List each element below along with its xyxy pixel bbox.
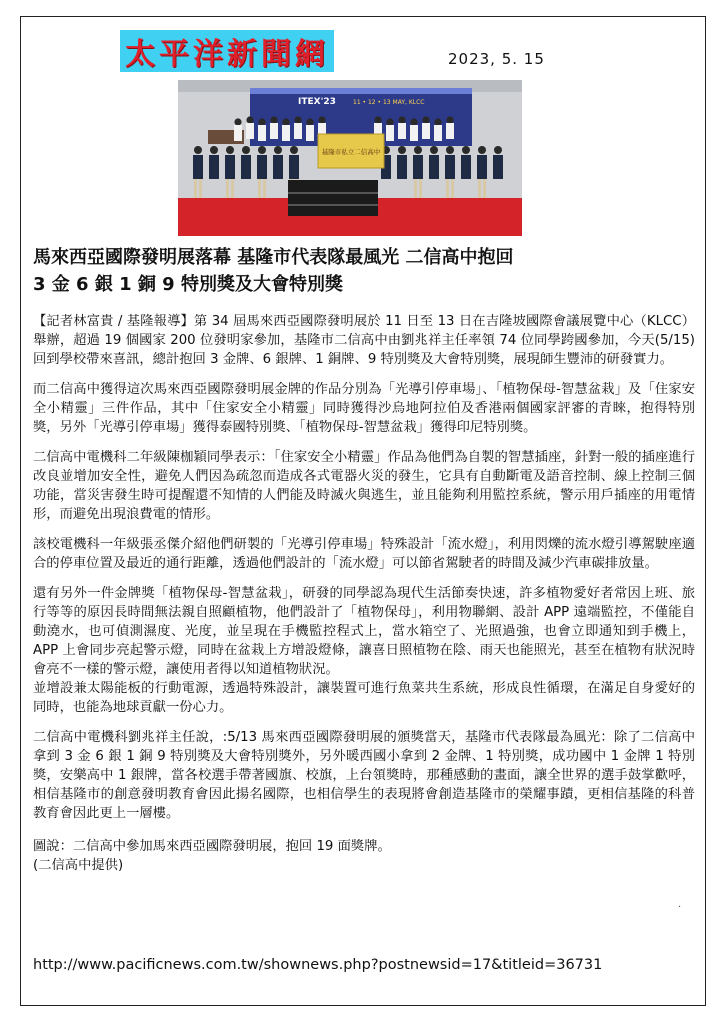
masthead-title: 太平洋新聞網	[125, 37, 329, 72]
paragraph-3: 二信高中電機科二年級陳枷穎同學表示：「住家安全小精靈」作品為他們為自製的智慧插座，針對一般的插座進行改良並增加安全性，避免人們因為疏忽而造成各式電器火災的發生，它具有自動斷電及語音控制、線上控制三個功能，當災害發生時可提醒還不知情的人們能及時滅火與逃生，並且能夠利用監控系統，警示用戶插座的用電情形，而避免出現浪費電的情形。	[33, 450, 695, 522]
headline	[33, 244, 693, 298]
backdrop-info: 11 • 12 • 13 MAY, KLCC	[353, 99, 425, 106]
publication-date: 2023, 5. 15	[448, 50, 545, 68]
paragraph-6: 二信高中電機科劉兆祥主任說，:5/13 馬來西亞國際發明展的頒獎當天，基隆市代表隊最為風光：除了二信高中拿到 3 金 6 銀 1 銅 9 特別獎及大會特別獎外，另外暖西國小拿到 2 金牌、1 特別獎，成功國中 1 金牌 1 特別獎，安樂高中 1 銀牌，當各校選手帶著國旗、校旗，上台領獎時，那種感動的畫面，讓全世界的選手鼓掌歡呼，相信基隆市的創意發明教育會因此揚名國際，也相信學生的表現將會創造基隆市的榮耀事蹟，更相信基隆的科普教育會因此更上一層樓。	[33, 730, 695, 821]
photo-caption	[33, 837, 695, 875]
paragraph-2: 而二信高中獲得這次馬來西亞國際發明展金牌的作品分別為「光導引停車場」、「植物保母-智慧盆栽」及「住家安全小精靈」三件作品，其中「住家安全小精靈」同時獲得沙烏地阿拉伯及香港兩個國家評審的青睞，抱得特別獎，另外「光導引停車場」獲得泰國特別獎、「植物保母-智慧盆栽」獲得印尼特別獎。	[33, 382, 695, 435]
flag-text: 基隆市私立二信高中	[321, 148, 381, 156]
masthead-logo	[120, 30, 334, 72]
caption-text: 圖說：二信高中參加馬來西亞國際發明展，抱回 19 面獎牌。	[33, 839, 391, 854]
headline-line-2: 3 金 6 銀 1 銅 9 特別獎及大會特別獎	[33, 274, 343, 295]
paragraph-1: 【記者林富貴 / 基隆報導】第 34 屆馬來西亞國際發明展於 11 日至 13 日在吉隆坡國際會議展覽中心（KLCC）舉辦，超過 19 個國家 200 位發明家參加，基隆市二信高中由劉兆祥主任率領 74 位同學跨國參加，今天(5/15)回到學校帶來喜訊，總計抱回 3 金牌、6 銀牌、1 銅牌、9 特別獎及大會特別獎，展現師生豐沛的研發實力。	[33, 314, 695, 367]
caption-credit: (二信高中提供)	[33, 858, 124, 873]
group-photo-illustration	[178, 80, 522, 236]
paragraph-5: 還有另外一件金牌獎「植物保母-智慧盆栽」，研發的同學認為現代生活節奏快速，許多植物愛好者常因上班、旅行等等的原因長時間無法親自照顧植物，他們設計了「植物保母」，利用物聯網、設計 APP 遠端監控，不僅能自動澆水，也可偵測濕度、光度，並呈現在手機監控程式上，當水箱空了、光照過強，也會立即通知到手機上，APP 上會同步亮起警示燈，同時在盆栽上方增設燈條，讓喜日照植物在陰、雨天也能照光，甚至在植物有狀況時會亮不一樣的警示燈，讓使用者得以知道植物狀況。 並增設兼太陽能板的行動電源，透過特殊設計，讓裝置可進行魚菜共生系統，形成良性循環，在滿足自身愛好的同時，也能為地球貢獻一份心力。	[33, 586, 695, 715]
news-photo	[178, 80, 522, 236]
source-url: http://www.pacificnews.com.tw/shownews.php?postnewsid=17&titleid=36731	[33, 957, 603, 973]
stray-mark: ·	[678, 902, 682, 913]
headline-line-1: 馬來西亞國際發明展落幕 基隆市代表隊最風光 二信高中抱回	[33, 247, 514, 268]
stage-steps	[288, 180, 378, 216]
backdrop-title: ITEX'23	[298, 97, 336, 107]
paragraph-4: 該校電機科一年級張丞傑介紹他們研製的「光導引停車場」特殊設計「流水燈」，利用閃爍的流水燈引導駕駛座適合的停車位置及最近的通行距離，透過他們設計的「流水燈」可以節省駕駛者的時間及減少汽車碳排放量。	[33, 537, 695, 571]
article-body	[33, 312, 695, 875]
